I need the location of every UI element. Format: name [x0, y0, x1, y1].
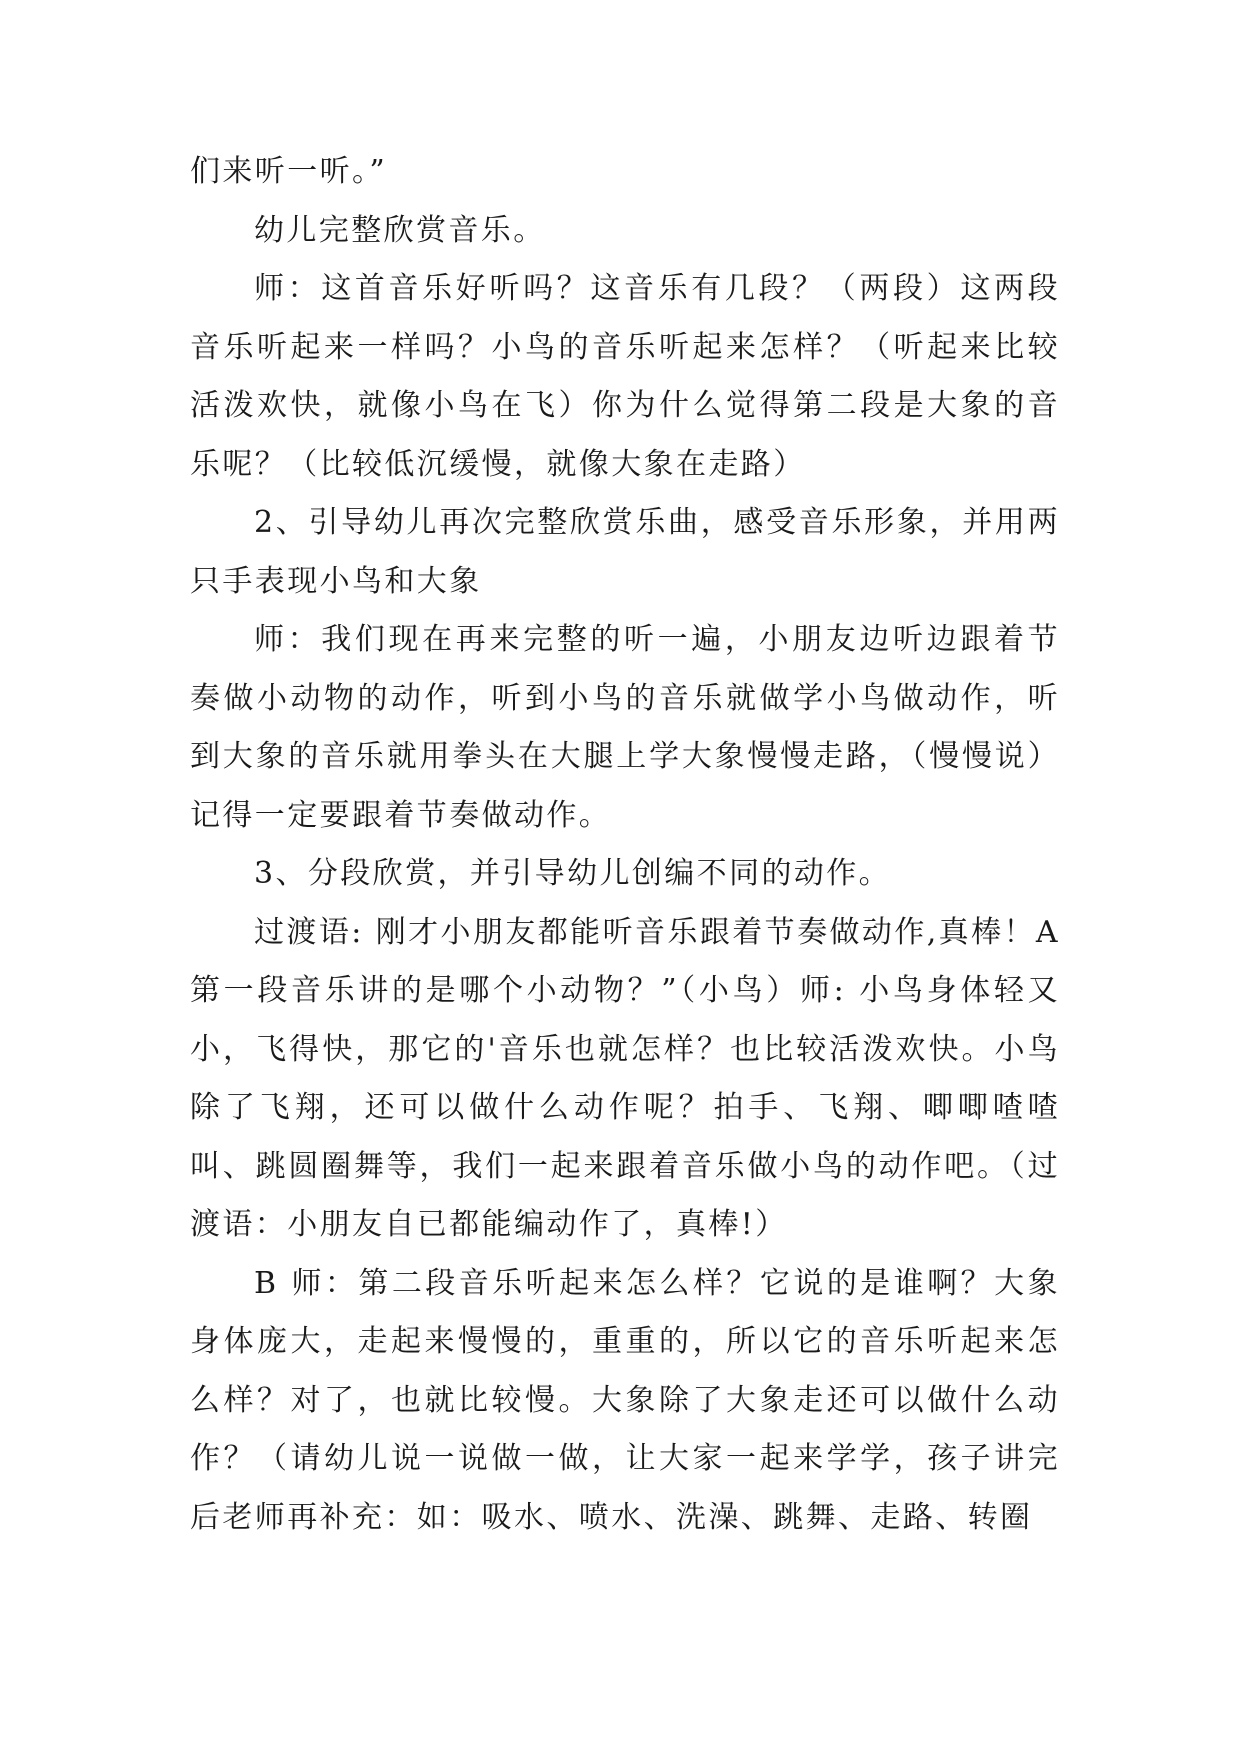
paragraph-4: 2、引导幼儿再次完整欣赏乐曲，感受音乐形象，并用两只手表现小鸟和大象 — [190, 505, 1060, 599]
paragraph-1: 们来听一听。” — [190, 154, 388, 189]
paragraph-2: 幼儿完整欣赏音乐。 — [254, 212, 546, 248]
paragraph-8: B 师：第二段音乐听起来怎么样？它说的是谁啊？大象身体庞大，走起来慢慢的，重重的，所以它的音乐听起来怎么样？对了，也就比较慢。大象除了大象走还可以做什么动作？（请幼儿说一说做一做，让大家一起来学学，孩子讲完后老师再补充：如：吸水、喷水、洗澡、跳舞、走路、转圈 — [190, 1265, 1060, 1535]
paragraph-5: 师：我们现在再来完整的听一遍，小朋友边听边跟着节奏做小动物的动作，听到小鸟的音乐就做学小鸟做动作，听到大象的音乐就用拳头在大腿上学大象慢慢走路，（慢慢说）记得一定要跟着节奏做动作。 — [190, 622, 1060, 833]
paragraph-6: 3、分段欣赏，并引导幼儿创编不同的动作。 — [254, 856, 892, 891]
paragraph-3: 师：这首音乐好听吗？这音乐有几段？（两段）这两段音乐听起来一样吗？小鸟的音乐听起来怎样？（听起来比较活泼欢快，就像小鸟在飞）你为什么觉得第二段是大象的音乐呢？（比较低沉缓慢，就像大象在走路） — [190, 271, 1060, 482]
paragraph-7: 过渡语: 刚才小朋友都能听音乐跟着节奏做动作,真棒！A 第一段音乐讲的是哪个小动物？”（小鸟）师: 小鸟身体轻又小，飞得快，那它的'音乐也就怎样？也比较活泼欢快。小鸟除了飞翔，还可以做什么动作呢？拍手、飞翔、唧唧喳喳叫、跳圆圈舞等，我们一起来跟着音乐做小鸟的动作吧。（过渡语：小朋友自已都能编动作了，真棒!） — [190, 914, 1060, 1242]
document-body — [190, 143, 1060, 1547]
